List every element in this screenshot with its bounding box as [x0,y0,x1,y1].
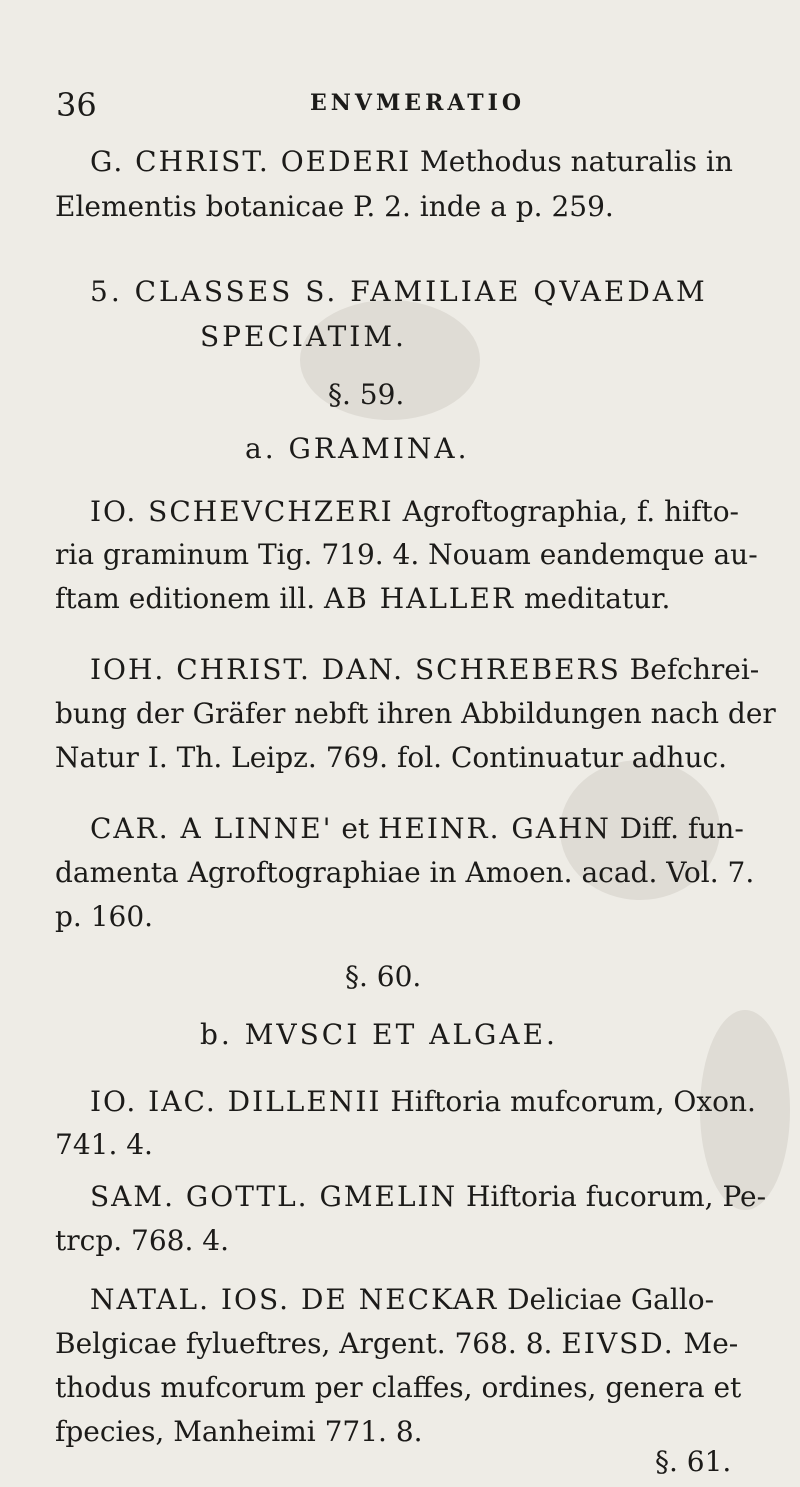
entry-dillenii-line-1 [90,1085,756,1118]
author-name: IO. SCHEVCHZERI [90,495,394,528]
author-name: NATAL. IOS. DE NECKAR [90,1283,499,1316]
section-heading: SPECIATIM. [200,320,407,353]
entry-schrebers-line-3: Natur I. Th. Leipz. 769. fol. Continuatur adhuc. [55,741,728,774]
entry-text: Methodus naturalis in [411,145,733,178]
entry-gmelin-line-2: trcp. 768. 4. [55,1224,230,1257]
section-heading: 5. CLASSES S. FAMILIAE QVAEDAM [90,275,708,308]
entry-text: Diff. fun- [610,812,744,845]
author-name: HEINR. GAHN [378,812,611,845]
entry-oederi-line-1 [90,145,733,178]
entry-text: Befchrei- [620,653,760,686]
entry-dillenii-line-2: 741. 4. [55,1128,153,1161]
entry-schrebers-line-2: bung der Gräfer nebft ihren Abbildungen nach der [55,697,776,730]
catchword: §. 61. [655,1445,732,1478]
entry-oederi-line-2: Elementis botanicae P. 2. inde a p. 259. [55,190,614,223]
entry-text: Belgicae fylueftres, Argent. 768. 8. [55,1327,562,1360]
subsection-heading: b. MVSCI ET ALGAE. [200,1018,558,1051]
entry-linne-line-2: damenta Agroftographiae in Amoen. acad. Vol. 7. [55,856,755,889]
entry-neckar-line-1 [90,1283,714,1316]
entry-gmelin-line-1 [90,1180,766,1213]
entry-linne-line-1 [90,812,744,845]
entry-schevchzeri-line-1 [90,495,739,528]
entry-neckar-line-4: fpecies, Manheimi 771. 8. [55,1415,423,1448]
entry-schevchzeri-line-3 [55,582,670,615]
entry-text: meditatur. [515,582,671,615]
paragraph-symbol: §. 60. [345,960,422,993]
author-name: IOH. CHRIST. DAN. SCHREBERS [90,653,621,686]
author-name: AB HALLER [324,582,516,615]
entry-text: ftam editionem ill. [55,582,324,615]
entry-neckar-line-3: thodus mufcorum per claffes, ordines, genera et [55,1371,742,1404]
author-name: CAR. A LINNE' [90,812,333,845]
entry-schevchzeri-line-2: ria graminum Tig. 719. 4. Nouam eandemque au- [55,538,758,571]
entry-neckar-line-2 [55,1327,738,1360]
entry-text: Me- [674,1327,739,1360]
author-name: EIVSD. [561,1327,675,1360]
entry-text: Deliciae Gallo- [498,1283,715,1316]
subsection-heading: a. GRAMINA. [245,432,470,465]
entry-text: et [332,812,379,845]
author-name: G. CHRIST. OEDERI [90,145,412,178]
running-head: ENVMERATIO [310,90,526,116]
page-number: 36 [56,86,97,124]
paragraph-symbol: §. 59. [328,378,405,411]
author-name: SAM. GOTTL. GMELIN [90,1180,458,1213]
author-name: IO. IAC. DILLENII [90,1085,382,1118]
entry-text: Hiftoria fucorum, Pe- [457,1180,767,1213]
entry-text: Agroftographia, f. hifto- [393,495,740,528]
entry-schrebers-line-1 [90,653,759,686]
entry-text: Hiftoria mufcorum, Oxon. [381,1085,756,1118]
entry-linne-line-3: p. 160. [55,900,154,933]
